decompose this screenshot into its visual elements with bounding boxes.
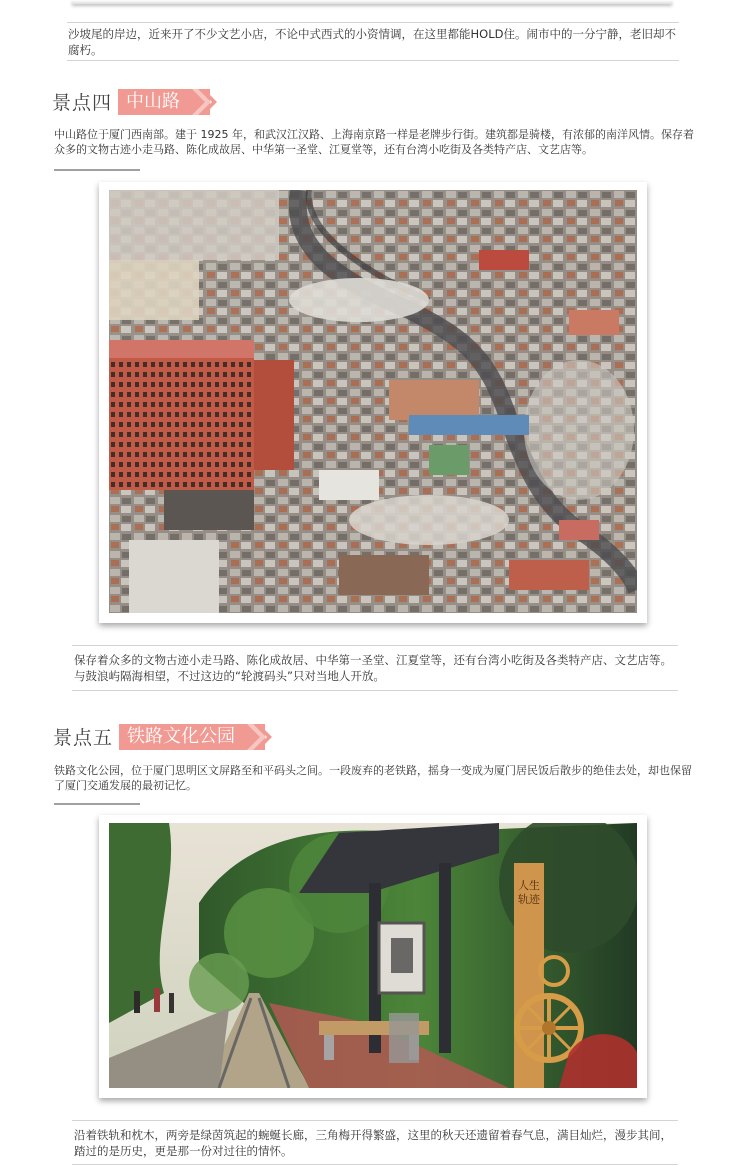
spot4-intro: 中山路位于厦门西南部。建于 1925 年，和武汉江汉路、上海南京路一样是老牌步行街。建筑都是骑楼，有浓郁的南洋风情。保存着众多的文物古迹小走马路、陈化成故居、中华第一圣堂、江夏堂等，还有台湾小吃街及各类特产店、文艺店等。 [54,128,694,156]
spot4-heading [52,88,210,115]
signpost-text: 人生轨迹 [518,879,540,906]
divider [72,645,678,646]
double-chevron-icon [192,89,218,115]
divider [67,60,679,61]
spot5-photo-frame [99,815,647,1098]
spot4-photo-frame [99,182,647,623]
previous-photo-frame-edge [72,0,672,4]
spot4-label: 景点四 [52,92,113,114]
double-chevron-icon [247,724,273,750]
spot4-name-tag [118,89,210,115]
spot5-caption: 沿着铁轨和枕木，两旁是绿茵筑起的蜿蜒长廊，三角梅开得繁盛，这里的秋天还遗留着春气息，满目灿烂，漫步其间，踏过的是历史，更是那一份对过往的情怀。 [74,1128,672,1158]
divider [72,690,678,691]
spot5-heading [53,723,265,750]
top-caption: 沙坡尾的岸边，近来开了不少文艺小店，不论中式西式的小资情调，在这里都能HOLD住。闹市中的一分宁静，老旧却不腐朽。 [68,27,676,57]
spot4-short-rule [54,169,140,171]
divider [67,22,679,23]
city-aerial-photo [109,190,637,613]
divider [72,1164,678,1165]
divider [72,1120,678,1121]
spot5-name-tag [119,724,265,750]
spot5-short-rule [54,803,140,805]
railway-park-photo [109,823,637,1088]
spot5-name: 铁路文化公园 [127,725,236,747]
spot5-intro: 铁路文化公园，位于厦门思明区文屏路至和平码头之间。一段废弃的老铁路，摇身一变成为厦门居民饭后散步的绝佳去处，却也保留了厦门交通发展的最初记忆。 [54,764,692,792]
spot4-name: 中山路 [126,90,181,112]
spot4-caption: 保存着众多的文物古迹小走马路、陈化成故居、中华第一圣堂、江夏堂等，还有台湾小吃街及各类特产店、文艺店等。与鼓浪屿隔海相望，不过这边的“轮渡码头”只对当地人开放。 [74,653,672,683]
spot5-label: 景点五 [53,727,114,749]
